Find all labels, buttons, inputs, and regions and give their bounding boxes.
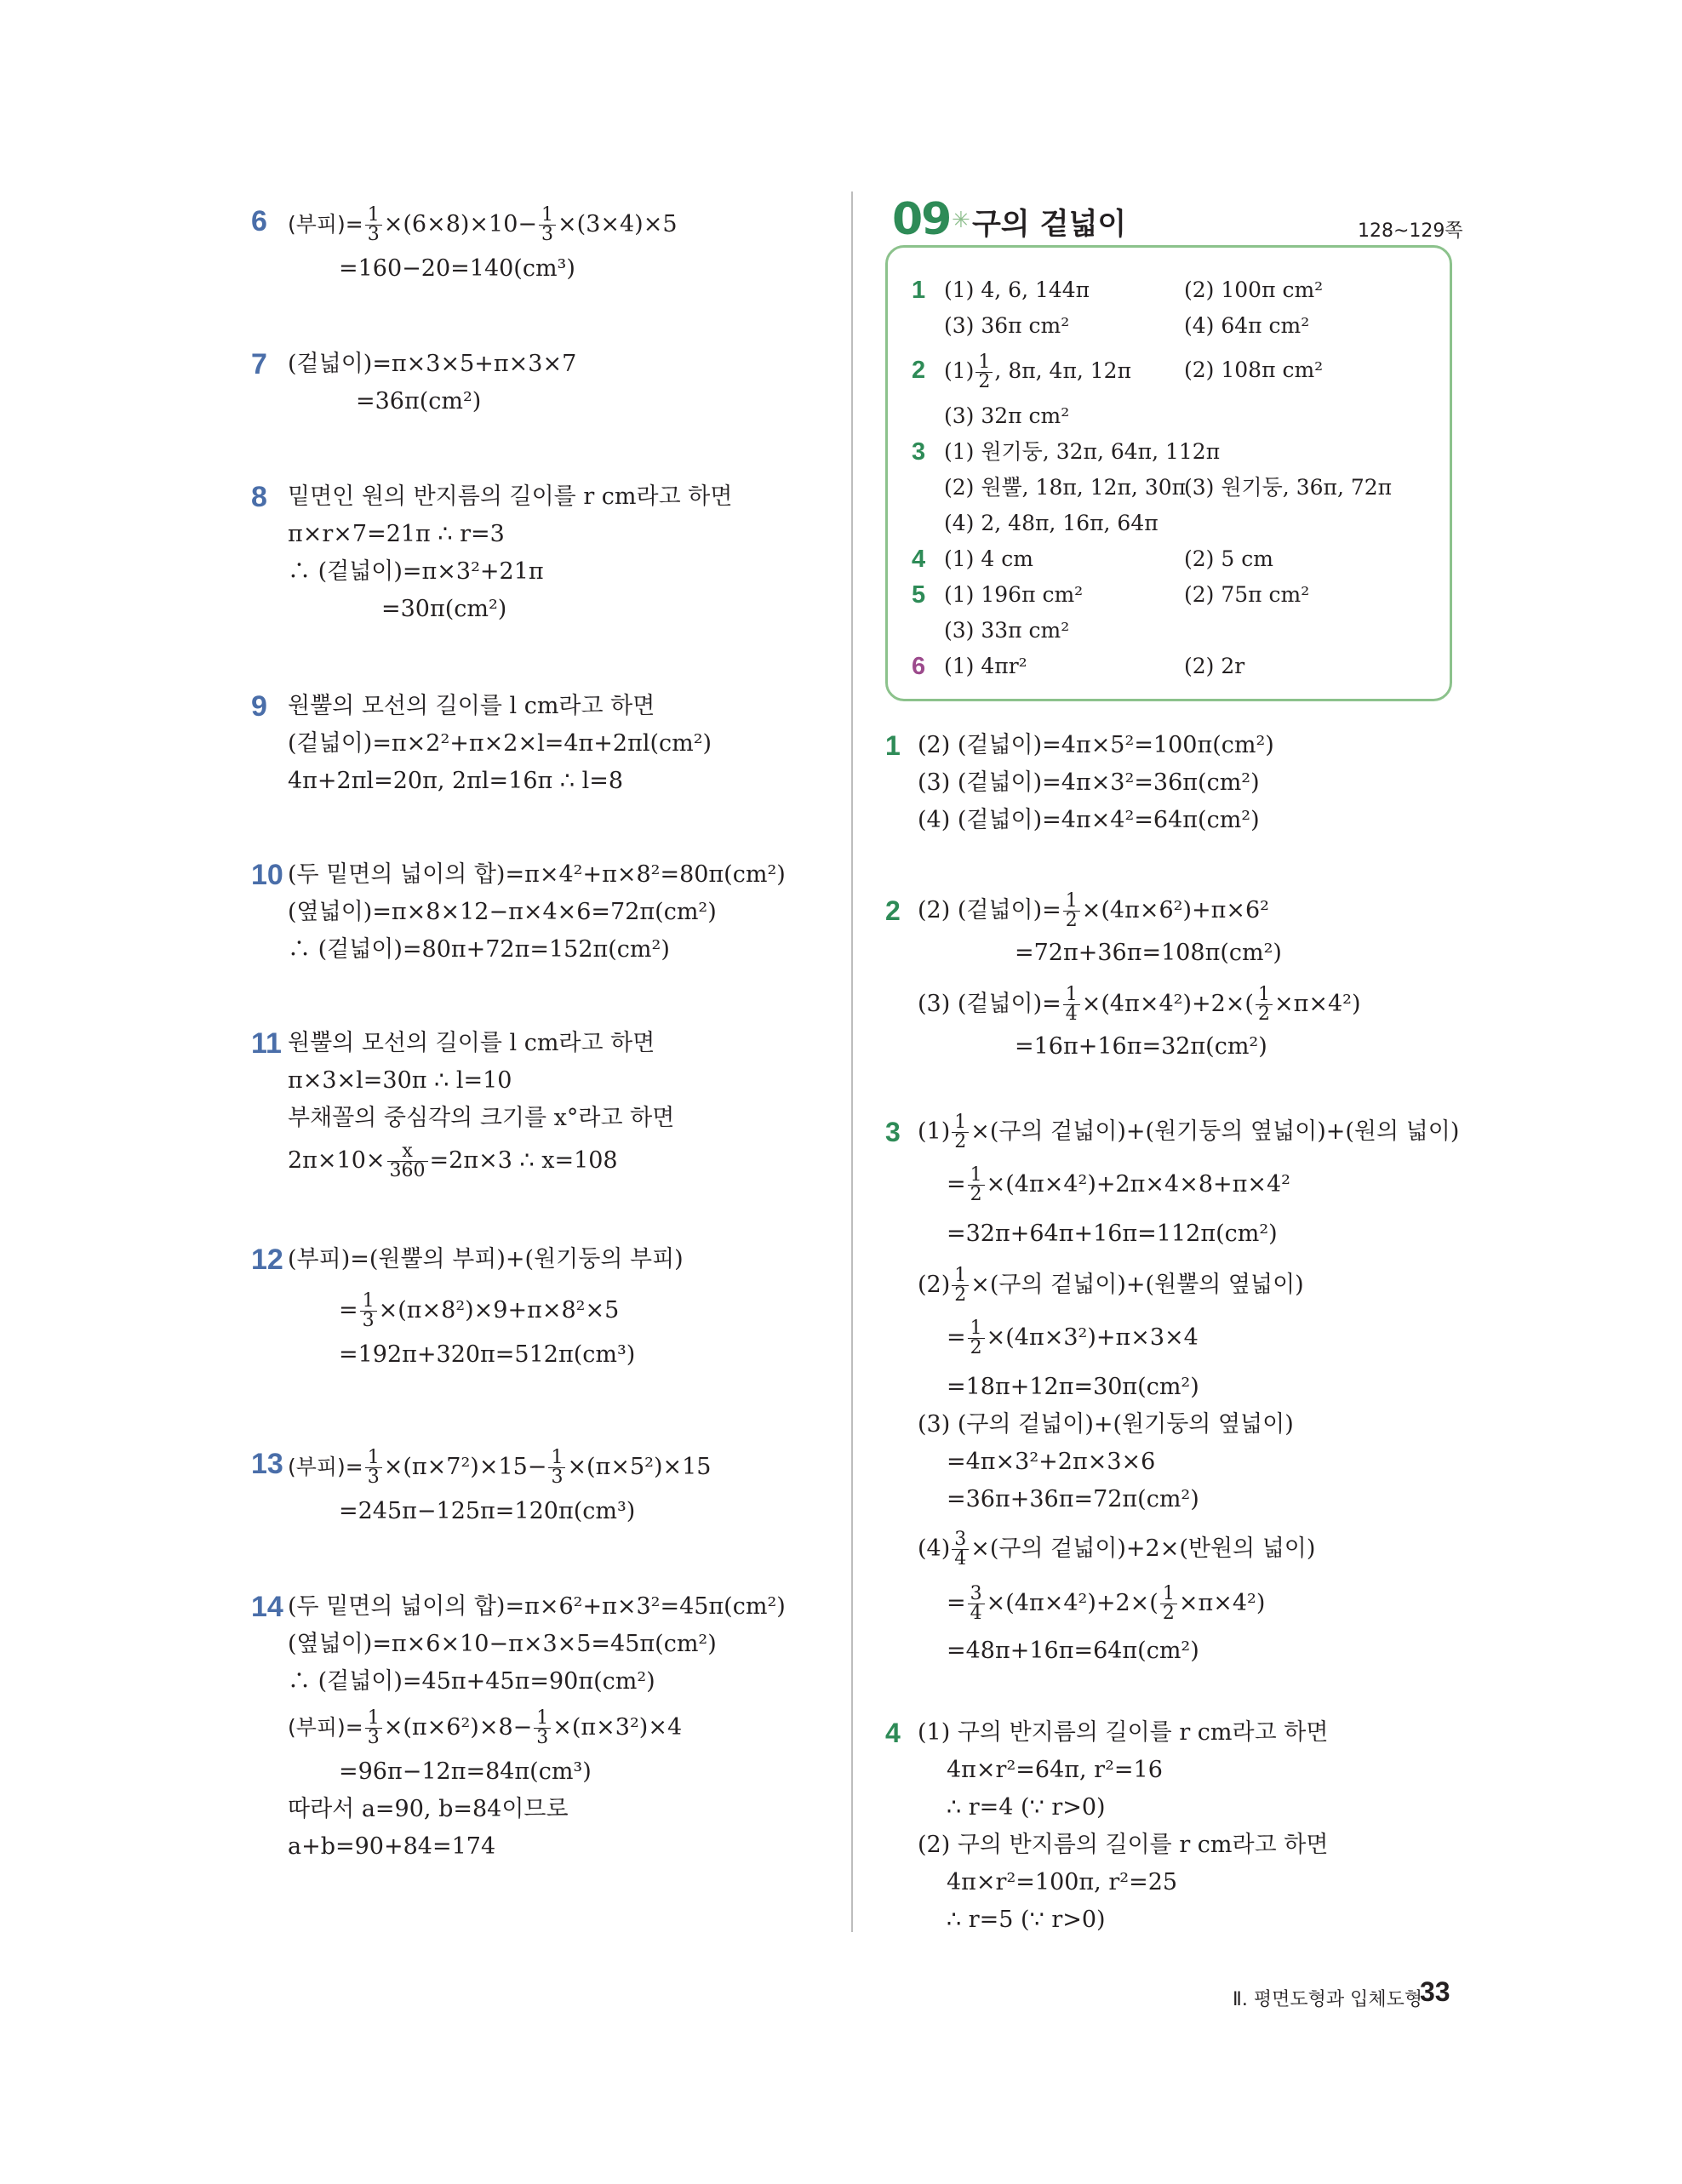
solution-line: ∴ r=5 (∵ r>0) — [947, 1907, 1106, 1933]
solution-line: (2) (겉넓이)= $\frac{1}{2}$ ×(4π×6²)+π×6² — [918, 890, 1269, 931]
answer-item: (2) 5 cm — [1184, 546, 1273, 571]
solution-line: (4) (겉넓이)=4π×4²=64π(cm²) — [918, 807, 1260, 833]
solution-line: 부채꼴의 중심각의 크기를 x°라고 하면 — [288, 1105, 675, 1131]
solution-number: 1 — [885, 730, 901, 761]
problem-number: 14 — [251, 1591, 283, 1623]
section-pages: 128~129쪽 — [1358, 220, 1463, 242]
answer-item: (1) 4 cm — [944, 546, 1033, 571]
solution-line: 원뿔의 모선의 길이를 l cm라고 하면 — [288, 1030, 655, 1056]
solution-line: = $\frac{1}{2}$ ×(4π×3²)+π×3×4 — [947, 1318, 1199, 1358]
solution-line: (부피)=(원뿔의 부피)+(원기둥의 부피) — [288, 1246, 684, 1272]
solution-line: =160−20=140(cm³) — [339, 255, 575, 282]
problem-number: 10 — [251, 859, 283, 891]
answer-number: 5 — [912, 581, 926, 609]
solution-line: (옆넓이)=π×8×12−π×4×6=72π(cm²) — [288, 899, 717, 925]
answer-item: (3) 36π cm² — [944, 313, 1070, 338]
solution-line: (3) (겉넓이)=4π×3²=36π(cm²) — [918, 769, 1260, 796]
solution-line: (부피)= $\frac{1}{3}$ ×(π×6²)×8− $\frac{1}{3}$ ×(π×3²)×4 — [288, 1707, 683, 1748]
chapter-title: Ⅱ. 평면도형과 입체도형 — [1233, 1989, 1423, 2010]
solution-line: (2) (겉넓이)=4π×5²=100π(cm²) — [918, 732, 1274, 758]
solution-line: (두 밑면의 넓이의 합)=π×4²+π×8²=80π(cm²) — [288, 861, 786, 888]
solution-line: (4) $\frac{3}{4}$ ×(구의 겉넓이)+2×(반원의 넓이) — [918, 1529, 1316, 1569]
problem-number: 11 — [251, 1027, 282, 1060]
solution-line: = $\frac{3}{4}$ ×(4π×4²)+2×( $\frac{1}{2}$ ×π×4²) — [947, 1583, 1266, 1624]
solution-line: 4π×r²=64π, r²=16 — [947, 1757, 1163, 1783]
solution-line: ∴ (겉넓이)=80π+72π=152π(cm²) — [288, 936, 670, 963]
solution-line: (옆넓이)=π×6×10−π×3×5=45π(cm²) — [288, 1631, 717, 1657]
solution-line: =192π+320π=512π(cm³) — [339, 1341, 636, 1368]
solution-line: a+b=90+84=174 — [288, 1833, 496, 1860]
answer-item: (2) 100π cm² — [1184, 277, 1324, 302]
problem-number: 6 — [251, 205, 267, 237]
solution-line: 밑면인 원의 반지름의 길이를 r cm라고 하면 — [288, 483, 733, 510]
solution-line: =48π+16π=64π(cm²) — [947, 1638, 1199, 1664]
solution-line: 따라서 a=90, b=84이므로 — [288, 1796, 569, 1822]
answer-item: (3) 원기둥, 36π, 72π — [1184, 475, 1393, 500]
problem-number: 8 — [251, 481, 267, 513]
solution-line: =36π+36π=72π(cm²) — [947, 1486, 1199, 1512]
solution-line: =4π×3²+2π×3×6 — [947, 1449, 1156, 1475]
solution-line: ∴ (겉넓이)=45π+45π=90π(cm²) — [288, 1668, 655, 1695]
answer-number: 4 — [912, 546, 926, 573]
answer-number: 2 — [912, 357, 926, 384]
column-divider — [851, 192, 853, 1932]
solution-line: (겉넓이)=π×3×5+π×3×7 — [288, 351, 577, 377]
solution-line: (1) $\frac{1}{2}$ ×(구의 겉넓이)+(원기둥의 옆넓이)+(원의 넓이) — [918, 1112, 1460, 1152]
solution-line: =16π+16π=32π(cm²) — [1015, 1033, 1267, 1060]
solution-line: (부피)= $\frac{1}{3}$ ×(6×8)×10− $\frac{1}{3}$ ×(3×4)×5 — [288, 204, 678, 245]
answer-box — [885, 245, 1452, 701]
answer-number: 6 — [912, 653, 926, 680]
solution-number: 3 — [885, 1117, 901, 1147]
asterisk-icon: ✳ — [952, 208, 970, 233]
solution-line: (3) (겉넓이)= $\frac{1}{4}$ ×(4π×4²)+2×( $\frac{1}{2}$ ×π×4²) — [918, 984, 1361, 1025]
solution-line: (겉넓이)=π×2²+π×2×l=4π+2πl(cm²) — [288, 730, 712, 757]
answer-item: (2) 2r — [1184, 654, 1245, 678]
answer-item: (2) 원뿔, 18π, 12π, 30π — [944, 475, 1187, 500]
answer-item: (4) 2, 48π, 16π, 64π — [944, 511, 1159, 535]
answer-item: (2) 75π cm² — [1184, 582, 1310, 607]
solution-line: 4π×r²=100π, r²=25 — [947, 1869, 1178, 1895]
solution-line: (2) $\frac{1}{2}$ ×(구의 겉넓이)+(원뿔의 옆넓이) — [918, 1265, 1304, 1306]
solution-line: 2π×10× $\frac{x}{360}$ =2π×3 ∴ x=108 — [288, 1141, 618, 1181]
solution-line: =72π+36π=108π(cm²) — [1015, 940, 1282, 966]
section-number: 09 — [892, 194, 951, 245]
solution-line: =96π−12π=84π(cm³) — [339, 1758, 592, 1785]
section-title: 구의 겉넓이 — [972, 208, 1127, 242]
solution-line: =30π(cm²) — [381, 596, 507, 622]
solution-line: =18π+12π=30π(cm²) — [947, 1374, 1199, 1400]
solution-line: ∴ r=4 (∵ r>0) — [947, 1794, 1106, 1821]
problem-number: 7 — [251, 348, 267, 380]
solution-number: 4 — [885, 1718, 901, 1748]
answer-item: (1) 4, 6, 144π — [944, 277, 1090, 302]
solution-line: = $\frac{1}{3}$ ×(π×8²)×9+π×8²×5 — [339, 1290, 620, 1331]
problem-number: 12 — [251, 1244, 283, 1276]
solution-line: π×r×7=21π ∴ r=3 — [288, 521, 505, 547]
solution-line: (부피)= $\frac{1}{3}$ ×(π×7²)×15− $\frac{1}{3}$ ×(π×5²)×15 — [288, 1447, 712, 1488]
answer-item: (3) 32π cm² — [944, 403, 1070, 428]
answer-item: (1) 원기둥, 32π, 64π, 112π — [944, 439, 1221, 464]
answer-item: (3) 33π cm² — [944, 618, 1070, 643]
answer-item: (1) $\frac{1}{2}$ , 8π, 4π, 12π — [944, 352, 1132, 392]
solution-line: =32π+64π+16π=112π(cm²) — [947, 1221, 1278, 1247]
problem-number: 9 — [251, 690, 267, 723]
solution-number: 2 — [885, 895, 901, 926]
problem-number: 13 — [251, 1448, 283, 1480]
solution-line: (3) (구의 겉넓이)+(원기둥의 옆넓이) — [918, 1411, 1294, 1438]
answer-number: 3 — [912, 438, 926, 466]
solution-line: 원뿔의 모선의 길이를 l cm라고 하면 — [288, 693, 655, 719]
answer-item: (2) 108π cm² — [1184, 357, 1324, 382]
solution-line: =245π−125π=120π(cm³) — [339, 1498, 636, 1524]
answer-item: (1) 196π cm² — [944, 582, 1084, 607]
page-number: 33 — [1420, 1976, 1450, 2007]
solution-line: =36π(cm²) — [356, 388, 482, 415]
answer-item: (1) 4πr² — [944, 654, 1027, 678]
solution-line: π×3×l=30π ∴ l=10 — [288, 1067, 512, 1094]
solution-line: = $\frac{1}{2}$ ×(4π×4²)+2π×4×8+π×4² — [947, 1164, 1291, 1205]
answer-item: (4) 64π cm² — [1184, 313, 1310, 338]
solution-line: (두 밑면의 넓이의 합)=π×6²+π×3²=45π(cm²) — [288, 1593, 786, 1620]
solution-line: ∴ (겉넓이)=π×3²+21π — [288, 558, 544, 585]
solution-line: (1) 구의 반지름의 길이를 r cm라고 하면 — [918, 1719, 1329, 1746]
answer-number: 1 — [912, 277, 926, 304]
solution-line: (2) 구의 반지름의 길이를 r cm라고 하면 — [918, 1832, 1329, 1858]
solution-line: 4π+2πl=20π, 2πl=16π ∴ l=8 — [288, 768, 624, 794]
